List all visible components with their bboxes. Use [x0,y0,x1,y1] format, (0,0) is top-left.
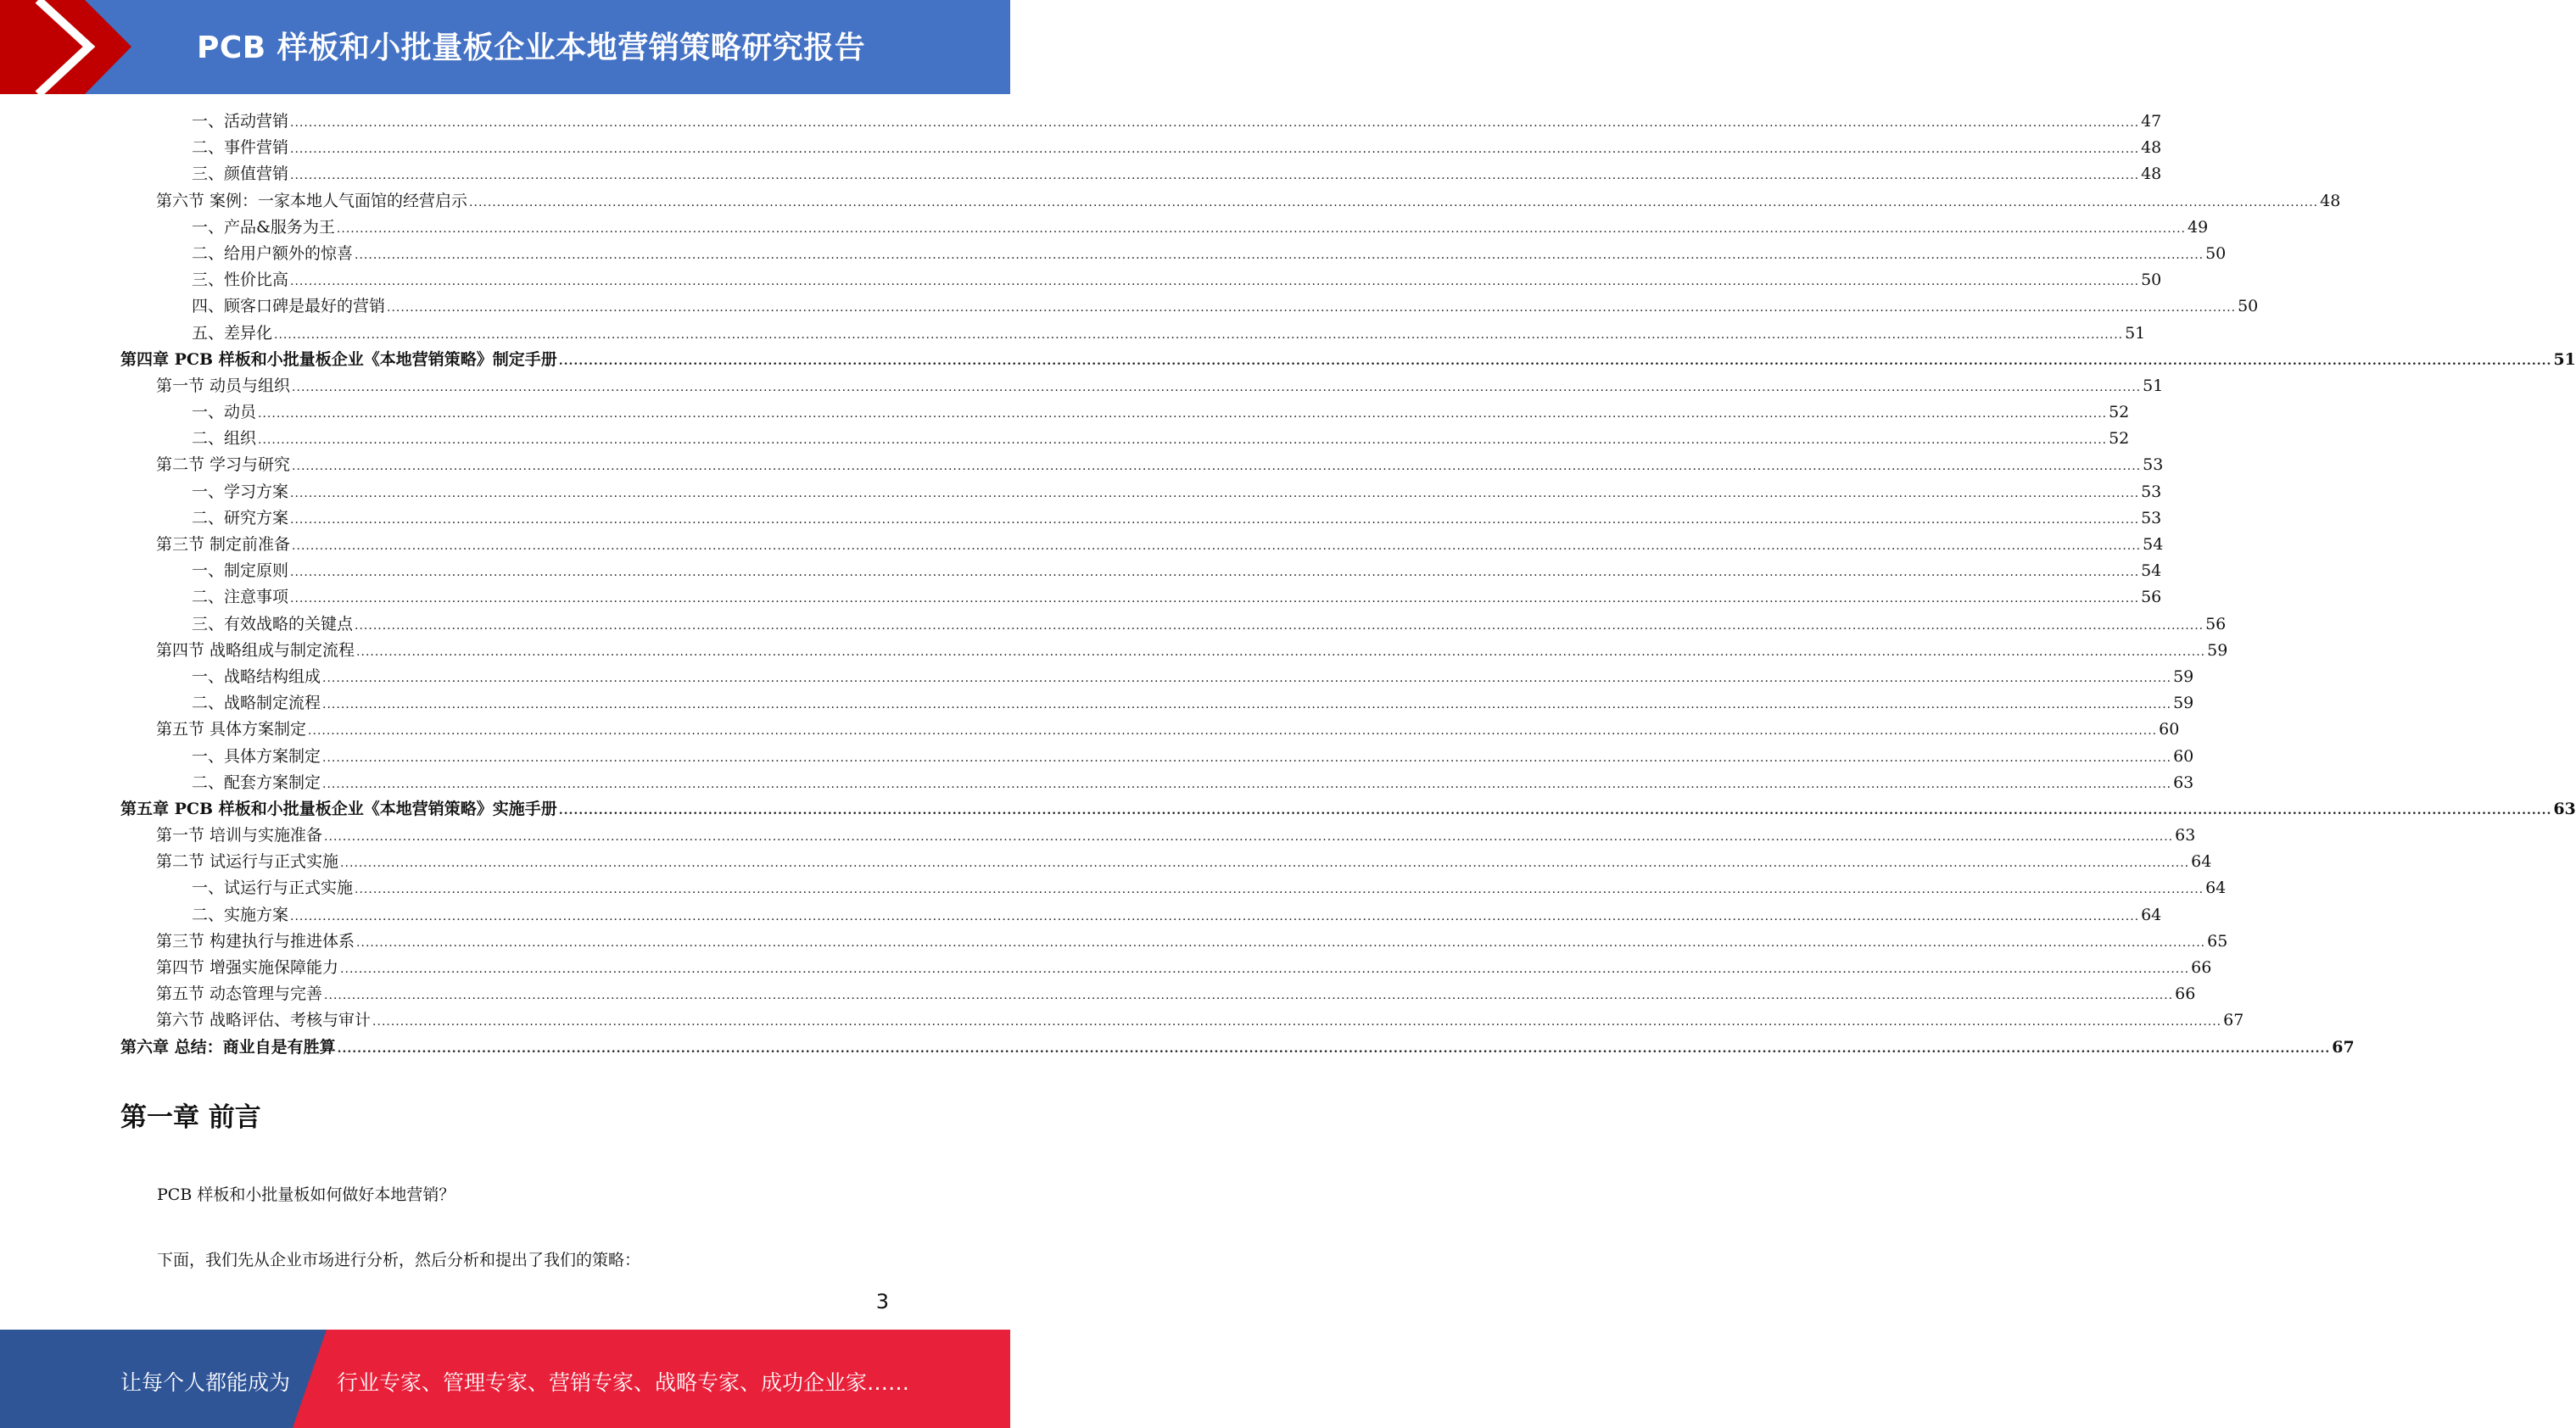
toc-entry-title: 一、战略结构组成 [192,667,321,686]
toc-section-entry[interactable] [120,849,2212,875]
toc-dot-leader: ................................................................................................................................................................................................................................................................................................................................................................................................................ [340,856,2190,871]
toc-subsection-entry[interactable] [120,161,2162,187]
toc-subsection-entry[interactable] [120,399,2130,426]
toc-subsection-entry[interactable] [120,479,2162,505]
toc-dot-leader: ................................................................................................................................................................................................................................................................................................................................................................................................................ [469,195,2319,209]
toc-entry-title: 二、组织 [192,429,257,449]
toc-entry-title: 第四节 增强实施保障能力 [156,958,339,977]
toc-chapter-entry[interactable] [120,796,2576,823]
toc-page-number: 52 [2109,403,2130,422]
toc-page-number: 50 [2141,271,2162,290]
toc-entry-title: 第五节 具体方案制定 [156,720,307,739]
toc-entry-title: 二、战略制定流程 [192,694,321,713]
toc-dot-leader: ................................................................................................................................................................................................................................................................................................................................................................................................................ [372,1015,2222,1029]
toc-subsection-entry[interactable] [120,426,2130,452]
toc-section-entry[interactable] [120,717,2180,743]
toc-subsection-entry[interactable] [120,293,2259,320]
toc-subsection-entry[interactable] [120,215,2209,241]
toc-dot-leader: ................................................................................................................................................................................................................................................................................................................................................................................................................ [322,698,2172,712]
toc-section-entry[interactable] [120,452,2164,478]
toc-dot-leader: ................................................................................................................................................................................................................................................................................................................................................................................................................ [290,512,2140,527]
toc-dot-leader: ................................................................................................................................................................................................................................................................................................................................................................................................................ [292,460,2142,474]
footer-slogan-right: 行业专家、管理专家、营销专家、战略专家、成功企业家…… [337,1370,910,1395]
page-footer [0,1330,1010,1428]
toc-entry-title: 一、学习方案 [192,482,289,501]
toc-entry-title: 三、颜值营销 [192,165,289,184]
toc-section-entry[interactable] [120,1007,2244,1034]
toc-entry-title: 二、给用户额外的惊喜 [192,243,354,263]
toc-dot-leader: ................................................................................................................................................................................................................................................................................................................................................................................................................ [322,750,2172,765]
toc-section-entry[interactable] [120,929,2228,955]
toc-page-number: 48 [2141,138,2162,158]
toc-entry-title: 第一节 动员与组织 [156,376,291,395]
toc-entry-title: 一、试运行与正式实施 [192,879,354,898]
toc-dot-leader: ................................................................................................................................................................................................................................................................................................................................................................................................................ [308,724,2158,739]
toc-entry-title: 四、顾客口碑是最好的营销 [192,297,386,316]
toc-page-number: 67 [2223,1011,2244,1030]
toc-dot-leader: ................................................................................................................................................................................................................................................................................................................................................................................................................ [322,777,2172,791]
toc-entry-title: 第六章 总结：商业自是有胜算 [120,1037,336,1057]
toc-page-number: 59 [2173,667,2194,686]
toc-dot-leader: ................................................................................................................................................................................................................................................................................................................................................................................................................ [355,248,2204,262]
toc-page-number: 54 [2141,561,2162,581]
page-header [0,0,1010,94]
toc-entry-title: 二、事件营销 [192,138,289,158]
toc-entry-title: 二、实施方案 [192,905,289,924]
toc-entry-title: 一、产品&服务为王 [192,217,335,237]
toc-page-number: 53 [2143,455,2164,475]
footer-slogan-left: 让每个人都能成为 [120,1370,291,1395]
table-of-contents [120,109,2576,1061]
toc-dot-leader: ................................................................................................................................................................................................................................................................................................................................................................................................................ [558,354,2552,368]
toc-dot-leader: ................................................................................................................................................................................................................................................................................................................................................................................................................ [290,909,2140,923]
toc-page-number: 53 [2141,508,2162,527]
toc-entry-title: 第一节 培训与实施准备 [156,826,323,845]
toc-dot-leader: ................................................................................................................................................................................................................................................................................................................................................................................................................ [336,221,2186,236]
toc-page-number: 49 [2188,217,2209,237]
toc-section-entry[interactable] [120,955,2212,981]
toc-section-entry[interactable] [120,373,2164,399]
toc-entry-title: 第三节 制定前准备 [156,535,291,554]
toc-entry-title: 第六节 战略评估、考核与审计 [156,1011,372,1030]
toc-entry-title: 一、动员 [192,403,257,422]
toc-dot-leader: ................................................................................................................................................................................................................................................................................................................................................................................................................ [356,644,2206,659]
toc-page-number: 64 [2141,905,2162,924]
toc-page-number: 59 [2207,640,2228,660]
toc-dot-leader: ................................................................................................................................................................................................................................................................................................................................................................................................................ [340,962,2190,976]
toc-page-number: 63 [2173,773,2194,792]
toc-entry-title: 二、研究方案 [192,508,289,527]
toc-subsection-entry[interactable] [120,109,2162,135]
toc-subsection-entry[interactable] [120,558,2162,584]
toc-page-number: 59 [2173,694,2194,713]
toc-page-number: 50 [2238,297,2259,316]
page-number: 3 [875,1290,889,1314]
toc-subsection-entry[interactable] [120,770,2194,796]
toc-page-number: 47 [2141,112,2162,131]
toc-subsection-entry[interactable] [120,241,2227,267]
toc-page-number: 56 [2205,614,2227,633]
toc-subsection-entry[interactable] [120,584,2162,611]
toc-dot-leader: ................................................................................................................................................................................................................................................................................................................................................................................................................ [355,883,2204,897]
toc-dot-leader: ................................................................................................................................................................................................................................................................................................................................................................................................................ [387,301,2237,315]
toc-page-number: 65 [2207,931,2228,951]
toc-subsection-entry[interactable] [120,664,2194,690]
toc-subsection-entry[interactable] [120,505,2162,532]
toc-dot-leader: ................................................................................................................................................................................................................................................................................................................................................................................................................ [290,275,2140,289]
toc-page-number: 51 [2143,376,2164,395]
toc-entry-title: 一、活动营销 [192,112,289,131]
toc-entry-title: 一、具体方案制定 [192,746,321,766]
toc-entry-title: 第五章 PCB 样板和小批量板企业《本地营销策略》实施手册 [120,799,557,818]
toc-section-entry[interactable] [120,981,2196,1007]
toc-page-number: 54 [2143,535,2164,554]
toc-subsection-entry[interactable] [120,267,2162,293]
toc-dot-leader: ................................................................................................................................................................................................................................................................................................................................................................................................................ [558,803,2552,817]
toc-dot-leader: ................................................................................................................................................................................................................................................................................................................................................................................................................ [355,618,2204,633]
toc-entry-title: 第四章 PCB 样板和小批量板企业《本地营销策略》制定手册 [120,349,557,369]
toc-entry-title: 二、配套方案制定 [192,773,321,792]
toc-dot-leader: ................................................................................................................................................................................................................................................................................................................................................................................................................ [274,327,2124,342]
toc-subsection-entry[interactable] [120,744,2194,770]
toc-entry-title: 二、注意事项 [192,588,289,607]
toc-dot-leader: ................................................................................................................................................................................................................................................................................................................................................................................................................ [290,142,2140,157]
toc-page-number: 53 [2141,482,2162,501]
chevron-arrow-icon [0,0,136,94]
toc-page-number: 60 [2159,720,2180,739]
toc-section-entry[interactable] [120,532,2164,558]
toc-dot-leader: ................................................................................................................................................................................................................................................................................................................................................................................................................ [290,116,2140,130]
report-title: PCB 样板和小批量板企业本地营销策略研究报告 [197,31,866,65]
toc-entry-title: 第六节 案例：一家本地人气面馆的经营启示 [156,191,468,210]
toc-dot-leader: ................................................................................................................................................................................................................................................................................................................................................................................................................ [290,592,2140,606]
toc-entry-title: 三、有效战略的关键点 [192,614,354,633]
toc-entry-title: 第四节 战略组成与制定流程 [156,640,355,660]
toc-section-entry[interactable] [120,188,2341,215]
toc-dot-leader: ................................................................................................................................................................................................................................................................................................................................................................................................................ [337,1041,2331,1056]
toc-dot-leader: ................................................................................................................................................................................................................................................................................................................................................................................................................ [324,830,2174,845]
toc-subsection-entry[interactable] [120,902,2162,929]
toc-entry-title: 第三节 构建执行与推进体系 [156,931,355,951]
toc-page-number: 50 [2205,243,2227,263]
toc-page-number: 52 [2109,429,2130,449]
toc-subsection-entry[interactable] [120,321,2146,347]
toc-section-entry[interactable] [120,823,2196,849]
toc-dot-leader: ................................................................................................................................................................................................................................................................................................................................................................................................................ [290,169,2140,183]
toc-subsection-entry[interactable] [120,875,2227,901]
toc-subsection-entry[interactable] [120,135,2162,161]
toc-page-number: 48 [2141,165,2162,184]
toc-dot-leader: ................................................................................................................................................................................................................................................................................................................................................................................................................ [290,566,2140,580]
toc-page-number: 48 [2320,191,2341,210]
toc-dot-leader: ................................................................................................................................................................................................................................................................................................................................................................................................................ [258,433,2108,448]
toc-subsection-entry[interactable] [120,611,2227,638]
toc-dot-leader: ................................................................................................................................................................................................................................................................................................................................................................................................................ [292,380,2142,394]
toc-entry-title: 一、制定原则 [192,561,289,581]
toc-page-number: 64 [2205,879,2227,898]
body-paragraph: 下面，我们先从企业市场进行分析，然后分析和提出了我们的策略： [157,1251,641,1269]
toc-chapter-entry[interactable] [120,1035,2355,1061]
toc-page-number: 64 [2191,852,2212,872]
toc-subsection-entry[interactable] [120,690,2194,717]
toc-section-entry[interactable] [120,638,2228,664]
toc-dot-leader: ................................................................................................................................................................................................................................................................................................................................................................................................................ [290,486,2140,500]
body-paragraph: PCB 样板和小批量板如何做好本地营销？ [157,1185,455,1204]
toc-entry-title: 第五节 动态管理与完善 [156,985,323,1004]
toc-entry-title: 三、性价比高 [192,271,289,290]
toc-entry-title: 五、差异化 [192,323,273,343]
toc-entry-title: 第二节 学习与研究 [156,455,291,475]
toc-page-number: 51 [2125,323,2146,343]
toc-dot-leader: ................................................................................................................................................................................................................................................................................................................................................................................................................ [322,671,2172,685]
toc-page-number: 63 [2175,826,2196,845]
toc-page-number: 67 [2332,1037,2355,1057]
toc-dot-leader: ................................................................................................................................................................................................................................................................................................................................................................................................................ [324,989,2174,1003]
toc-dot-leader: ................................................................................................................................................................................................................................................................................................................................................................................................................ [258,407,2108,421]
toc-page-number: 66 [2191,958,2212,977]
toc-page-number: 66 [2175,985,2196,1004]
toc-page-number: 63 [2553,799,2576,818]
toc-page-number: 60 [2173,746,2194,766]
toc-page-number: 56 [2141,588,2162,607]
toc-dot-leader: ................................................................................................................................................................................................................................................................................................................................................................................................................ [292,539,2142,553]
toc-entry-title: 第二节 试运行与正式实施 [156,852,339,872]
toc-dot-leader: ................................................................................................................................................................................................................................................................................................................................................................................................................ [356,935,2206,950]
toc-page-number: 51 [2553,349,2576,369]
chapter-heading: 第一章 前言 [120,1102,261,1133]
toc-chapter-entry[interactable] [120,347,2576,373]
